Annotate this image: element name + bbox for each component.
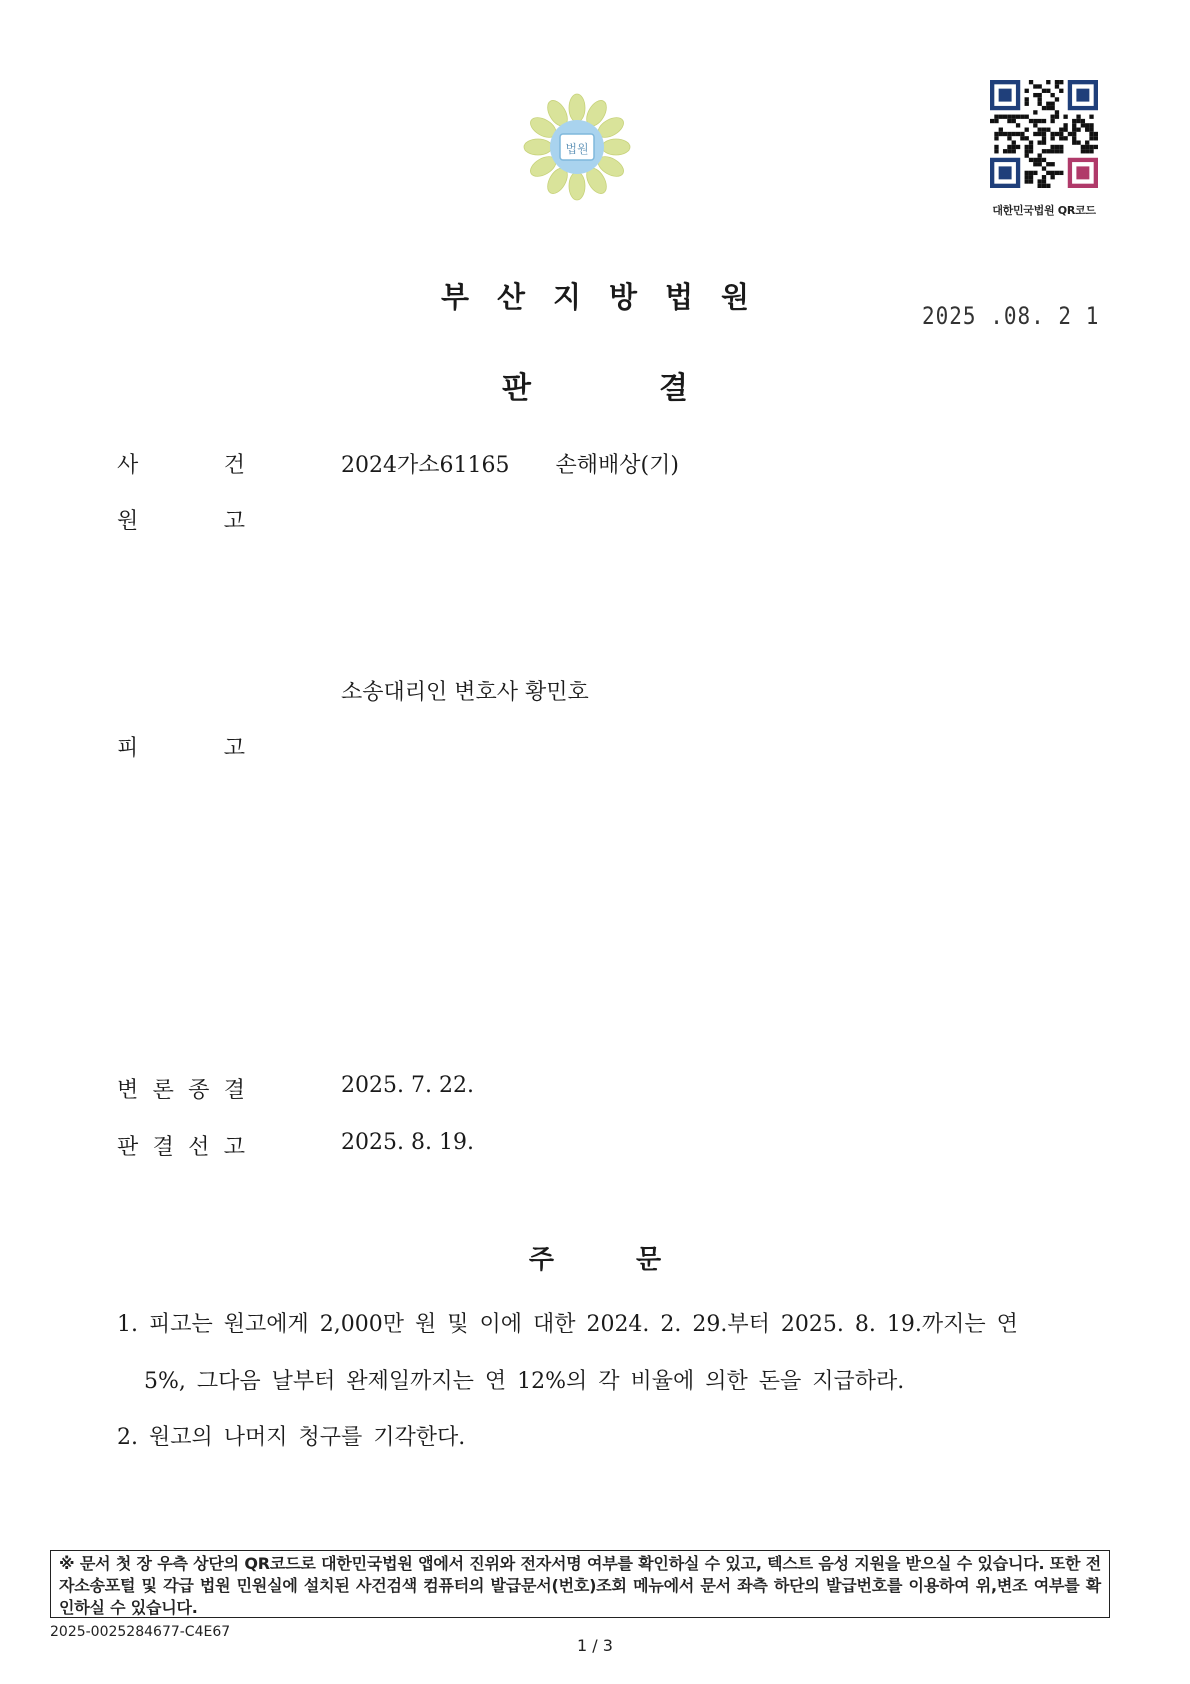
qr-code-icon[interactable] <box>990 80 1098 188</box>
case-number: 2024가소61165 <box>341 453 510 478</box>
court-emblem <box>522 92 632 202</box>
order-item-1-line-1: 1. 피고는 원고에게 2,000만 원 및 이에 대한 2024. 2. 29.부터 2025. 8. 19.까지는 연 <box>117 1312 1018 1337</box>
verification-notice: ※ 문서 첫 장 우측 상단의 QR코드로 대한민국법원 앱에서 진위와 전자서명 여부를 확인하실 수 있고, 텍스트 음성 지원을 받으실 수 있습니다. 또한 전자소송포털 및 각급 법원 민원실에 설치된 사건검색 컴퓨터의 발급문서(번호)조회 메뉴에서 문서 좌측 하단의 발급번호를 이용하여 위,변조 여부를 확인하실 수 있습니다. <box>50 1550 1110 1618</box>
plaintiff-label: 원 고 <box>117 509 245 534</box>
emblem-petal <box>569 94 585 122</box>
court-name: 부산지방법원 <box>440 280 778 314</box>
order-heading: 주문 <box>528 1245 744 1275</box>
emblem-petal <box>569 172 585 200</box>
judgment-label: 판 결 선 고 <box>117 1135 245 1160</box>
page-number: 1 / 3 <box>577 1636 613 1655</box>
closing-date: 2025. 7. 22. <box>341 1073 474 1098</box>
order-item-2: 2. 원고의 나머지 청구를 기각한다. <box>117 1425 466 1450</box>
defendant-label: 피 고 <box>117 736 245 761</box>
qr-caption: 대한민국법원 QR코드 <box>992 204 1096 217</box>
order-item-1-line-2: 5%, 그다음 날부터 완제일까지는 연 12%의 각 비율에 의한 돈을 지급하라. <box>144 1369 905 1394</box>
closing-label: 변 론 종 결 <box>117 1078 245 1103</box>
case-label: 사 건 <box>117 453 245 478</box>
case-name: 손해배상(기) <box>555 453 679 478</box>
received-stamp-date: 2025 .08. 2 1 <box>922 302 1100 330</box>
document-type-title: 판결 <box>502 371 816 406</box>
judgment-date: 2025. 8. 19. <box>341 1130 474 1155</box>
emblem-petal <box>602 139 630 155</box>
attorney: 소송대리인 변호사 황민호 <box>341 680 589 705</box>
emblem-petal <box>524 139 552 155</box>
emblem-text: 법원 <box>565 142 589 156</box>
issue-number: 2025-0025284677-C4E67 <box>50 1624 231 1640</box>
qr-block <box>984 80 1104 218</box>
court-emblem-icon <box>522 92 632 202</box>
